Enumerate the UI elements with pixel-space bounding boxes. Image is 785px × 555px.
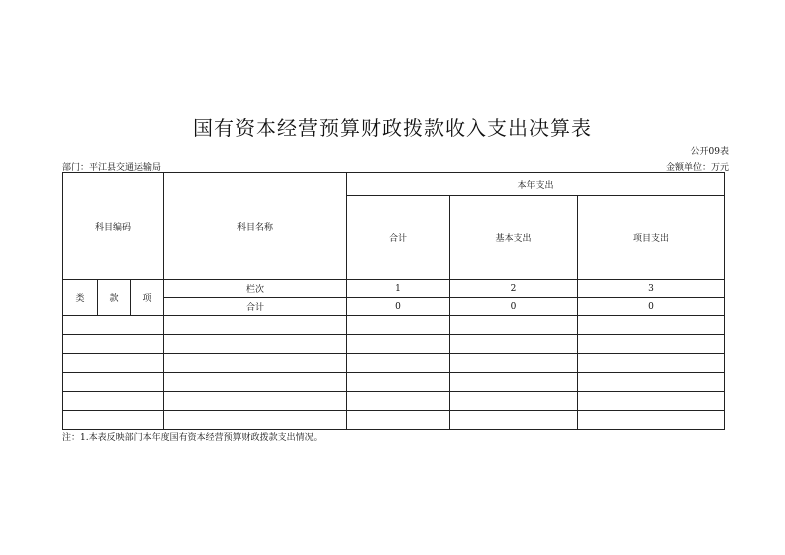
header-total: 合计 bbox=[347, 196, 450, 280]
header-section: 款 bbox=[98, 280, 131, 316]
total-row-basic: 0 bbox=[450, 298, 578, 316]
column-index-3: 3 bbox=[578, 280, 725, 298]
table-row bbox=[63, 316, 725, 335]
column-index-label: 栏次 bbox=[164, 280, 347, 298]
column-index-1: 1 bbox=[347, 280, 450, 298]
total-row-project: 0 bbox=[578, 298, 725, 316]
footnote: 注：1.本表反映部门本年度国有资本经营预算财政拨款支出情况。 bbox=[62, 433, 323, 443]
total-row-label: 合计 bbox=[164, 298, 347, 316]
expenditure-table bbox=[62, 172, 725, 430]
table-row bbox=[63, 392, 725, 411]
table-row bbox=[63, 373, 725, 392]
header-class: 类 bbox=[63, 280, 98, 316]
table-row bbox=[63, 335, 725, 354]
total-row-total: 0 bbox=[347, 298, 450, 316]
header-project-expenditure: 项目支出 bbox=[578, 196, 725, 280]
table-row bbox=[63, 354, 725, 373]
table-row bbox=[63, 411, 725, 430]
page-title: 国有资本经营预算财政拨款收入支出决算表 bbox=[193, 116, 592, 140]
unit-label: 金额单位：万元 bbox=[665, 163, 729, 173]
department-label: 部门：平江县交通运输局 bbox=[62, 163, 162, 173]
header-subject-code: 科目编码 bbox=[63, 173, 164, 280]
column-index-2: 2 bbox=[450, 280, 578, 298]
header-subject-name: 科目名称 bbox=[164, 173, 347, 280]
header-current-year-expenditure: 本年支出 bbox=[347, 173, 725, 196]
header-item: 项 bbox=[131, 280, 164, 316]
header-basic-expenditure: 基本支出 bbox=[450, 196, 578, 280]
form-number: 公开09表 bbox=[690, 147, 729, 157]
